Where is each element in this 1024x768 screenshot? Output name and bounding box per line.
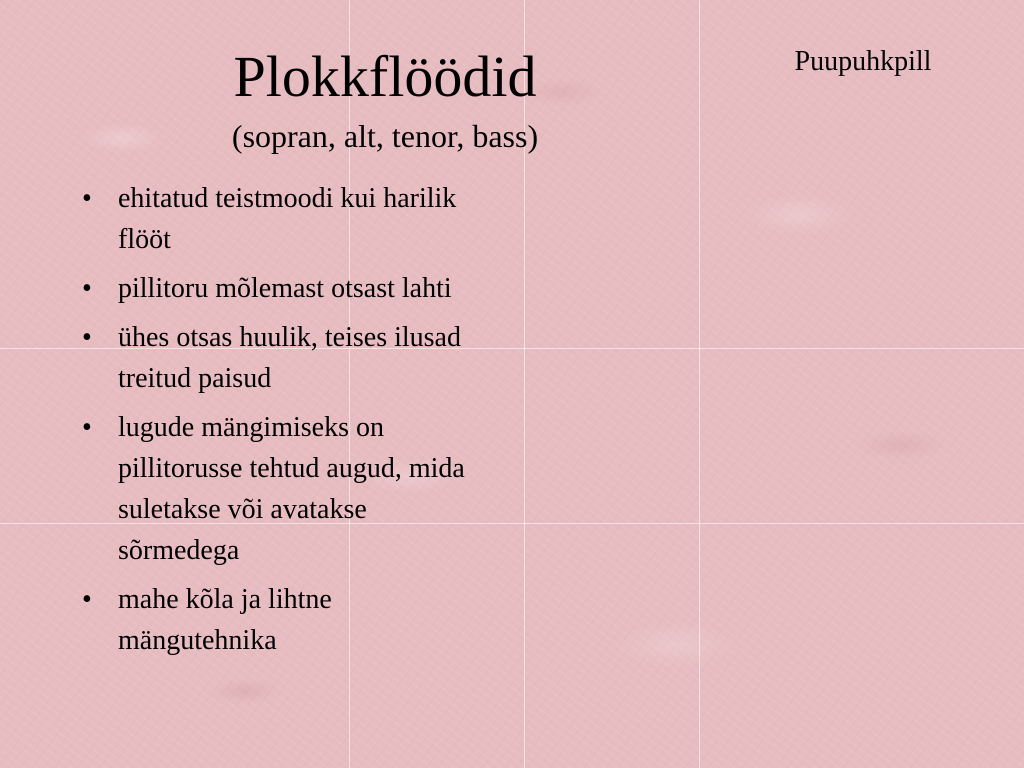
bullet-list <box>76 178 476 669</box>
texture-seam <box>699 0 700 768</box>
bullet-icon: • <box>82 584 92 615</box>
bullet-text: mahe kõla ja lihtne mängutehnika <box>118 584 332 656</box>
bullet-item <box>76 317 476 399</box>
title-main: Plokkflöödid <box>233 44 537 109</box>
bullet-item <box>76 178 476 260</box>
category-label: Puupuhkpill <box>794 46 932 77</box>
bullet-text: ehitatud teistmoodi kui harilik flööt <box>118 183 457 255</box>
bullet-icon: • <box>82 273 92 304</box>
bullet-item <box>76 268 476 309</box>
bullet-icon: • <box>82 183 92 214</box>
title-subtitle: (sopran, alt, tenor, bass) <box>231 118 539 154</box>
bullet-text: ühes otsas huulik, teises ilusad treitud paisud <box>118 322 461 394</box>
bullet-item <box>76 579 476 661</box>
slide-title <box>170 40 600 158</box>
bullet-icon: • <box>82 322 92 353</box>
bullet-text: lugude mängimiseks on pillitorusse tehtud augud, mida suletakse või avatakse sõrmedega <box>118 412 465 566</box>
bullet-item <box>76 407 476 571</box>
bullet-text: pillitoru mõlemast otsast lahti <box>118 273 452 304</box>
bullet-icon: • <box>82 412 92 443</box>
